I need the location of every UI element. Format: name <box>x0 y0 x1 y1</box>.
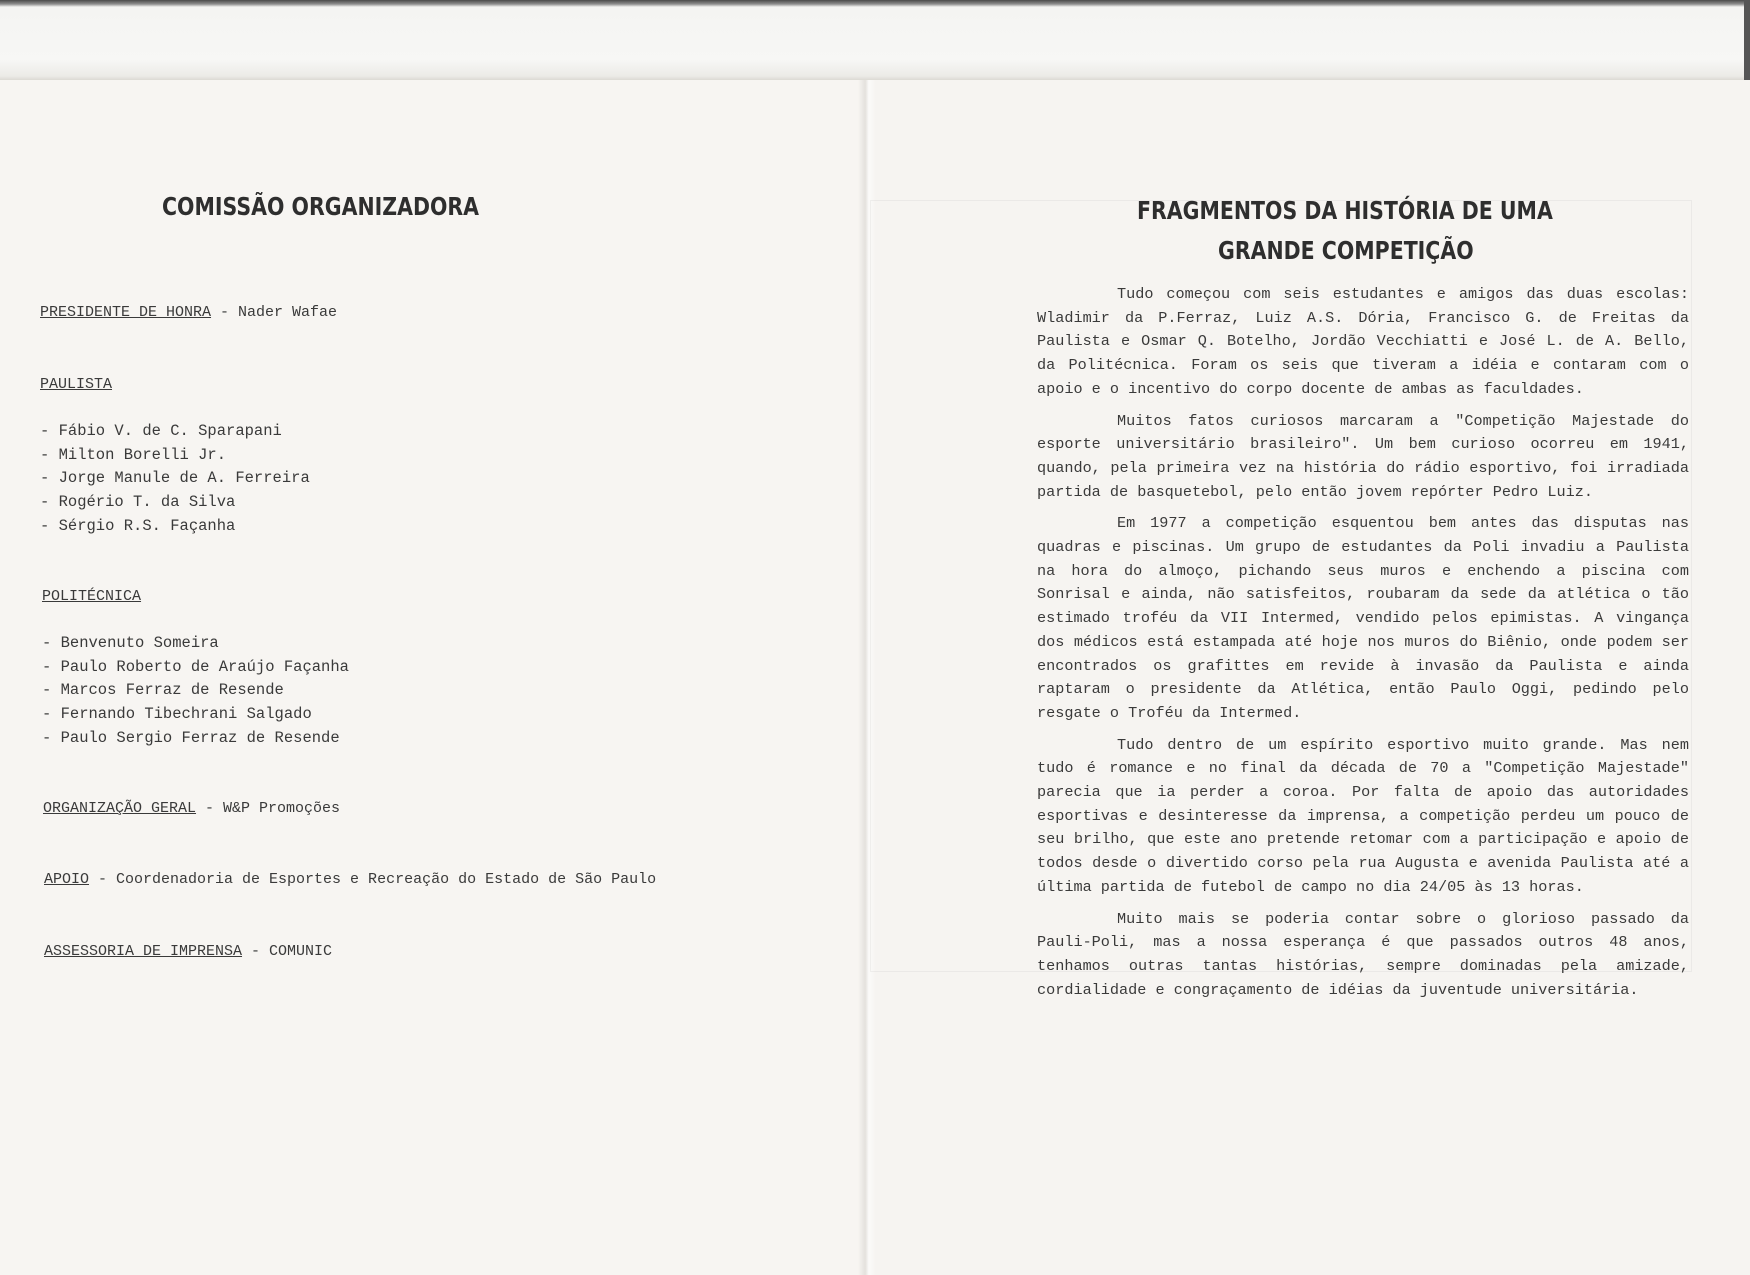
left-page <box>0 80 866 1275</box>
paulista-member: - Milton Borelli Jr. <box>40 446 227 464</box>
article-paragraph: Muitos fatos curiosos marcaram a "Competição Majestade do esporte universitário brasileiro". Um bem curioso ocorreu em 1941, quando, pela primeira vez na história do rádio esportivo, foi irradiada partida de basquetebol, pelo então jovem repórter Pedro Luiz. <box>1037 411 1689 501</box>
general-org-line <box>43 800 340 817</box>
right-page-title-line1: FRAGMENTOS DA HISTÓRIA DE UMA <box>1137 196 1553 225</box>
right-page-title-line2: GRANDE COMPETIÇÃO <box>1218 236 1474 265</box>
article-paragraph: Tudo começou com seis estudantes e amigos das duas escolas: Wladimir da P.Ferraz, Luiz A.S. Dória, Francisco G. de Freitas da Paulista e Osmar Q. Botelho, Jordão Vecchiatti e José L. de A. Bello, da Politécnica. Foram os seis que tiveram a idéia e contaram com o apoio e o incentivo do corpo docente de ambas as faculdades. <box>1037 285 1689 398</box>
honor-president-label: PRESIDENTE DE HONRA <box>40 304 212 321</box>
support-value: - Coordenadoria de Esportes e Recreação do Estado de São Paulo <box>89 871 657 888</box>
paulista-member: - Jorge Manule de A. Ferreira <box>40 469 310 487</box>
honor-president-line <box>40 304 337 321</box>
article-paragraph: Tudo dentro de um espírito esportivo muito grande. Mas nem tudo é romance e no final da década de 70 a "Competição Majestade" parecia que ia perder a coroa. Por falta de apoio das autoridades esportivas e desinteresse da imprensa, a competição perdeu um pouco de seu brilho, que este ano pretende retomar com a participação e apoio de todos desde o divertido corso pela rua Augusta e avenida Paulista até a última partida de futebol de campo no dia 24/05 às 13 horas. <box>1037 735 1689 896</box>
paulista-member: - Sérgio R.S. Façanha <box>40 517 236 535</box>
politecnica-member: - Paulo Roberto de Araújo Façanha <box>42 658 349 676</box>
article-paragraph: Muito mais se poderia contar sobre o glorioso passado da Pauli-Poli, mas a nossa esperança é que passados outros 48 anos, tenhamos outras tantas histórias, sempre dominadas pela amizade, cordialidade e congraçamento de idéias da juventude universitária. <box>1037 909 1689 999</box>
politecnica-member: - Benvenuto Someira <box>42 634 219 652</box>
politecnica-member: - Fernando Tibechrani Salgado <box>42 705 312 723</box>
support-line <box>44 871 656 888</box>
scanner-right-edge <box>1744 0 1750 90</box>
politecnica-heading: POLITÉCNICA <box>42 588 142 605</box>
general-org-value: - W&P Promoções <box>196 800 341 817</box>
press-line <box>44 943 332 960</box>
politecnica-member: - Marcos Ferraz de Resende <box>42 681 284 699</box>
history-article <box>1037 283 1689 1010</box>
general-org-label: ORGANIZAÇÃO GERAL <box>43 800 197 817</box>
left-page-title: COMISSÃO ORGANIZADORA <box>162 192 480 221</box>
scanner-top-edge <box>0 0 1750 80</box>
paulista-member: - Rogério T. da Silva <box>40 493 236 511</box>
press-label: ASSESSORIA DE IMPRENSA <box>44 943 243 960</box>
honor-president-value: - Nader Wafae <box>211 304 338 321</box>
press-value: - COMUNIC <box>242 943 333 960</box>
support-label: APOIO <box>44 871 90 888</box>
paulista-member: - Fábio V. de C. Sparapani <box>40 422 282 440</box>
politecnica-member: - Paulo Sergio Ferraz de Resende <box>42 729 340 747</box>
article-paragraph: Em 1977 a competição esquentou bem antes das disputas nas quadras e piscinas. Um grupo de estudantes da Poli invadiu a Paulista na hora do almoço, pichando seus muros e enchendo a piscina com Sonrisal e ainda, não satisfeitos, roubaram da sede da atlética o tão estimado troféu da VII Intermed, vendido pelos epimistas. A vingança dos médicos está estampada até hoje nos muros do Biênio, onde podem ser encontrados os grafittes em revide à invasão da Paulista e ainda raptaram o presidente da Atlética, então Paulo Oggi, pedindo pelo resgate o Troféu da Intermed. <box>1037 514 1689 722</box>
paulista-heading: PAULISTA <box>40 376 113 393</box>
